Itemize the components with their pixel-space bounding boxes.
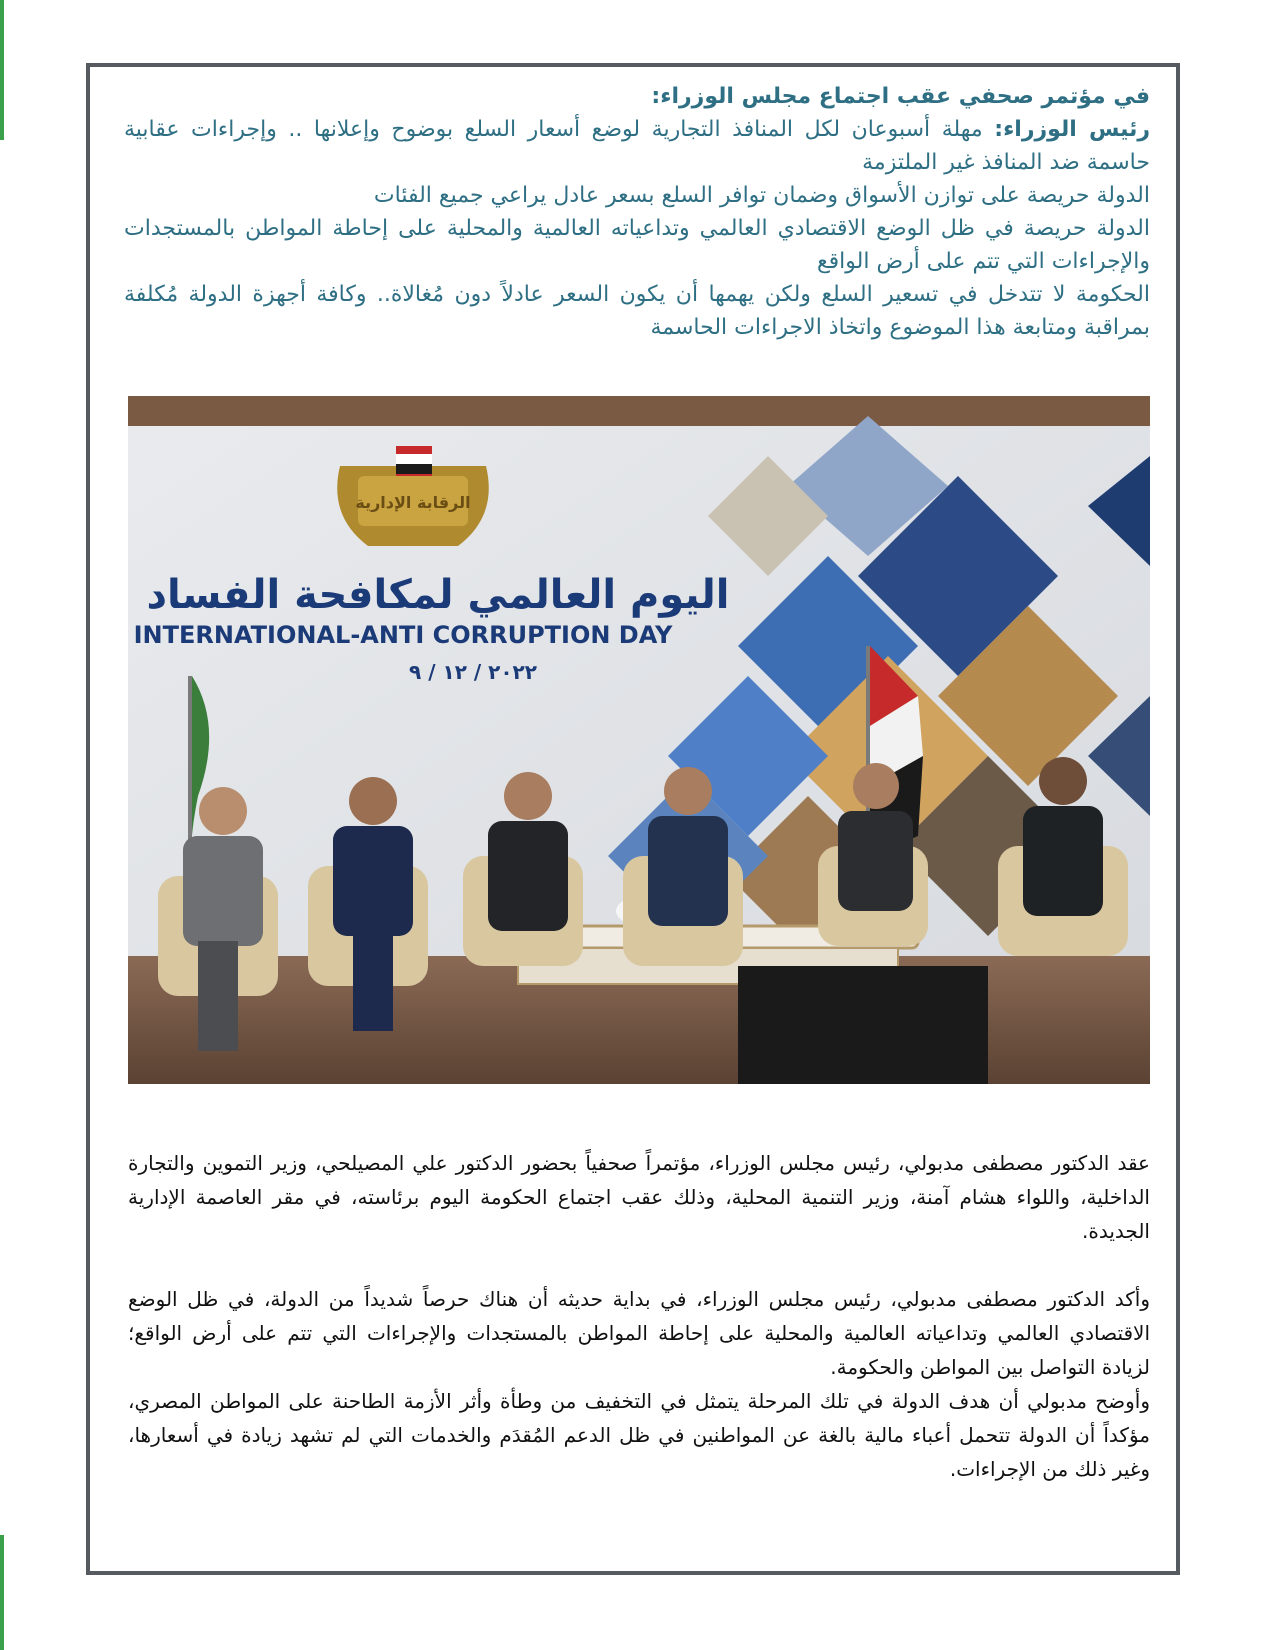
conference-photo bbox=[128, 396, 1150, 1084]
banner-date: ٢٠٢٢ / ١٢ / ٩ bbox=[409, 660, 537, 684]
banner-arabic: اليوم العالمي لمكافحة الفساد bbox=[146, 572, 730, 618]
headline-pm-deadline bbox=[124, 113, 1150, 179]
headline-pricing bbox=[124, 278, 1150, 344]
paragraph-gap bbox=[128, 1248, 1150, 1282]
foreground-monitor bbox=[738, 966, 988, 1084]
logo-text: الرقابة الإدارية bbox=[355, 493, 471, 512]
headline-intro: في مؤتمر صحفي عقب اجتماع مجلس الوزراء: bbox=[651, 84, 1150, 109]
body-paragraph-2: وأكد الدكتور مصطفى مدبولي، رئيس مجلس الوزراء، في بداية حديثه أن هناك حرصاً شديداً من الدولة، في ظل الوضع الاقتصادي العالمي وتداعياته العالمية والمحلية على إحاطة المواطن بالمستجدات والإجراءات التي تتم على أرض الواقع؛ لزيادة التواصل بين المواطن والحكومة. bbox=[128, 1287, 1150, 1379]
headline-pricing-a: الحكومة لا تتدخل في تسعير السلع ولكن يهمها أن يكون السعر عادلاً دون مُغالاة.. bbox=[376, 282, 1150, 307]
banner-english: INTERNATIONAL-ANTI CORRUPTION DAY bbox=[133, 621, 673, 649]
ceiling-wood bbox=[128, 396, 1150, 426]
left-edge-mark-bottom bbox=[0, 1535, 4, 1650]
article-body bbox=[128, 1146, 1150, 1486]
headline-pm-rest: مهلة أسبوعان لكل المنافذ التجارية لوضع أسعار السلع بوضوح وإعلانها .. وإجراءات عقابية حاسمة ضد المنافذ غير الملتزمة bbox=[124, 117, 1150, 175]
body-paragraph-3: وأوضح مدبولي أن هدف الدولة في تلك المرحلة يتمثل في التخفيف من وطأة وأثر الأزمة الطاحنة على المواطن المصري، مؤكداً أن الدولة تتحمل أعباء مالية بالغة عن المواطنين في ظل الدعم المُقدَم والخدمات التي لم تشهد زيادة في أسعارها، وغير ذلك من الإجراءات. bbox=[128, 1389, 1150, 1481]
left-edge-mark-top bbox=[0, 0, 4, 140]
headlines-block bbox=[124, 80, 1150, 344]
headline-pm-prefix: رئيس الوزراء: bbox=[994, 117, 1150, 142]
headline-market-balance: الدولة حريصة على توازن الأسواق وضمان توافر السلع بسعر عادل يراعي جميع الفئات bbox=[373, 183, 1150, 208]
headline-citizen-updates: الدولة حريصة في ظل الوضع الاقتصادي العالمي وتداعياته العالمية والمحلية على إحاطة المواطن بالمستجدات والإجراءات التي تتم على أرض الواقع bbox=[124, 216, 1150, 274]
headline-pricing-b: وكافة أجهزة الدولة مُكلفة بمراقبة ومتابعة هذا الموضوع واتخاذ الاجراءات الحاسمة bbox=[124, 282, 1150, 340]
conference-photo-illustration bbox=[128, 396, 1150, 1084]
body-paragraph-1: عقد الدكتور مصطفى مدبولي، رئيس مجلس الوزراء، مؤتمراً صحفياً بحضور الدكتور علي المصيلحي، وزير التموين والتجارة الداخلية، واللواء هشام آمنة، وزير التنمية المحلية، وذلك عقب اجتماع الحكومة اليوم برئاسته، في مقر العاصمة الإدارية الجديدة. bbox=[128, 1151, 1150, 1243]
